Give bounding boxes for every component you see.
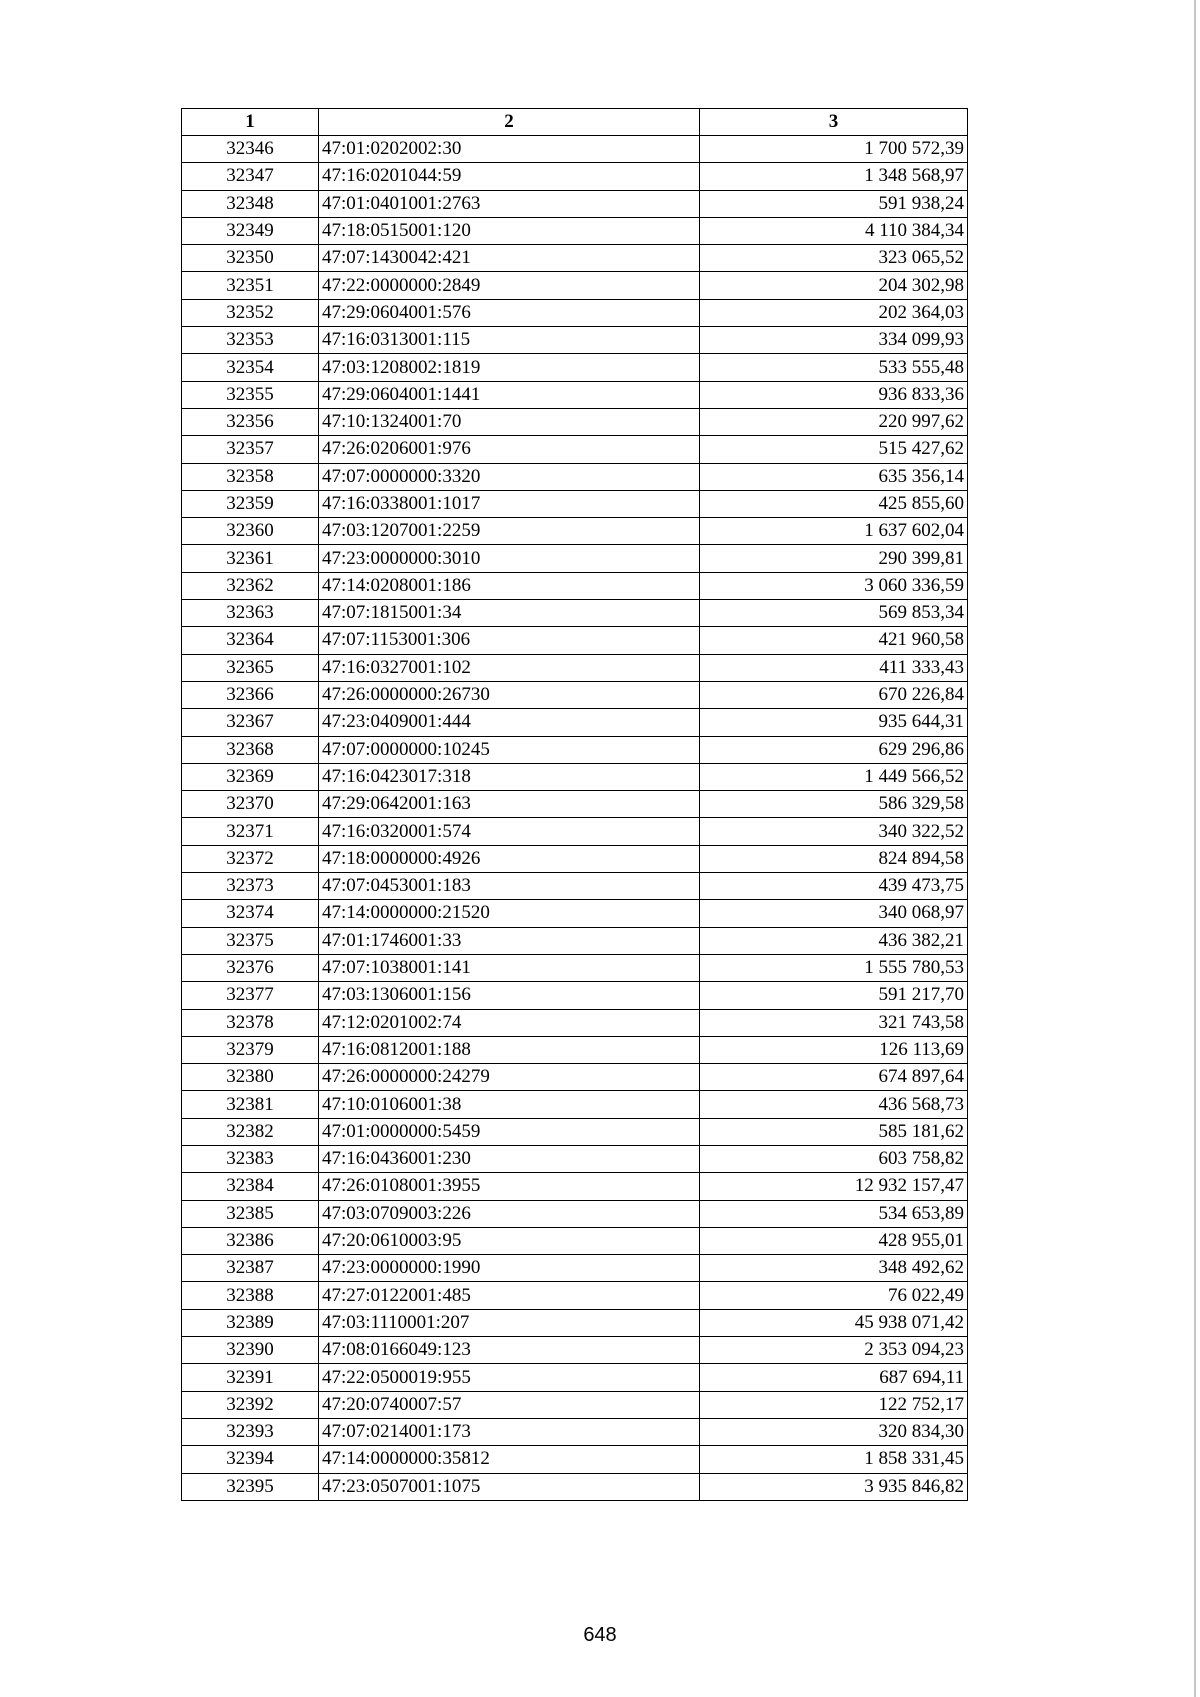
value-cell: 45 938 071,42 [700, 1309, 968, 1336]
table-row [182, 1473, 968, 1500]
cadastral-number-cell: 47:07:1815001:34 [319, 600, 700, 627]
cadastral-number-cell: 47:03:0709003:226 [319, 1200, 700, 1227]
cadastral-number-cell: 47:16:0313001:115 [319, 327, 700, 354]
row-number-cell: 32346 [182, 136, 319, 163]
table-row [182, 818, 968, 845]
table-row [182, 1227, 968, 1254]
value-cell: 12 932 157,47 [700, 1173, 968, 1200]
cadastral-number-cell: 47:03:1207001:2259 [319, 518, 700, 545]
table-row [182, 1446, 968, 1473]
row-number-cell: 32381 [182, 1091, 319, 1118]
value-cell: 126 113,69 [700, 1036, 968, 1063]
row-number-cell: 32390 [182, 1337, 319, 1364]
row-number-cell: 32361 [182, 545, 319, 572]
value-cell: 202 364,03 [700, 299, 968, 326]
cadastral-number-cell: 47:29:0642001:163 [319, 791, 700, 818]
value-cell: 421 960,58 [700, 627, 968, 654]
row-number-cell: 32351 [182, 272, 319, 299]
row-number-cell: 32359 [182, 490, 319, 517]
row-number-cell: 32350 [182, 245, 319, 272]
value-cell: 76 022,49 [700, 1282, 968, 1309]
table-row [182, 1091, 968, 1118]
value-cell: 569 853,34 [700, 600, 968, 627]
row-number-cell: 32393 [182, 1418, 319, 1445]
cadastral-number-cell: 47:16:0201044:59 [319, 163, 700, 190]
row-number-cell: 32382 [182, 1118, 319, 1145]
table-row [182, 163, 968, 190]
row-number-cell: 32375 [182, 927, 319, 954]
row-number-cell: 32371 [182, 818, 319, 845]
row-number-cell: 32358 [182, 463, 319, 490]
value-cell: 321 743,58 [700, 1009, 968, 1036]
value-cell: 629 296,86 [700, 736, 968, 763]
table-row [182, 1173, 968, 1200]
page-number: 648 [583, 1624, 617, 1646]
column-header-2: 2 [319, 109, 700, 136]
row-number-cell: 32355 [182, 381, 319, 408]
table-row [182, 490, 968, 517]
row-number-cell: 32386 [182, 1227, 319, 1254]
value-cell: 1 449 566,52 [700, 763, 968, 790]
row-number-cell: 32363 [182, 600, 319, 627]
table-row [182, 1364, 968, 1391]
cadastral-number-cell: 47:18:0515001:120 [319, 217, 700, 244]
value-cell: 2 353 094,23 [700, 1337, 968, 1364]
table-row [182, 600, 968, 627]
row-number-cell: 32380 [182, 1064, 319, 1091]
row-number-cell: 32356 [182, 408, 319, 435]
value-cell: 674 897,64 [700, 1064, 968, 1091]
row-number-cell: 32372 [182, 845, 319, 872]
table-row [182, 518, 968, 545]
row-number-cell: 32362 [182, 572, 319, 599]
row-number-cell: 32376 [182, 954, 319, 981]
cadastral-number-cell: 47:18:0000000:4926 [319, 845, 700, 872]
row-number-cell: 32368 [182, 736, 319, 763]
table-row [182, 1036, 968, 1063]
table-row [182, 654, 968, 681]
value-cell: 1 348 568,97 [700, 163, 968, 190]
value-cell: 428 955,01 [700, 1227, 968, 1254]
row-number-cell: 32349 [182, 217, 319, 244]
table-row [182, 845, 968, 872]
row-number-cell: 32370 [182, 791, 319, 818]
value-cell: 515 427,62 [700, 436, 968, 463]
cadastral-number-cell: 47:20:0740007:57 [319, 1391, 700, 1418]
table-row [182, 681, 968, 708]
value-cell: 935 644,31 [700, 709, 968, 736]
table-row [182, 217, 968, 244]
table-row [182, 736, 968, 763]
cadastral-number-cell: 47:26:0000000:24279 [319, 1064, 700, 1091]
value-cell: 348 492,62 [700, 1255, 968, 1282]
table-row [182, 1200, 968, 1227]
value-cell: 936 833,36 [700, 381, 968, 408]
cadastral-number-cell: 47:14:0208001:186 [319, 572, 700, 599]
value-cell: 635 356,14 [700, 463, 968, 490]
value-cell: 340 322,52 [700, 818, 968, 845]
cadastral-number-cell: 47:10:1324001:70 [319, 408, 700, 435]
table-row [182, 1145, 968, 1172]
row-number-cell: 32378 [182, 1009, 319, 1036]
cadastral-number-cell: 47:16:0812001:188 [319, 1036, 700, 1063]
row-number-cell: 32364 [182, 627, 319, 654]
table-header-row [182, 109, 968, 136]
table-row [182, 1009, 968, 1036]
row-number-cell: 32352 [182, 299, 319, 326]
cadastral-number-cell: 47:26:0000000:26730 [319, 681, 700, 708]
value-cell: 585 181,62 [700, 1118, 968, 1145]
cadastral-number-cell: 47:16:0423017:318 [319, 763, 700, 790]
cadastral-number-cell: 47:10:0106001:38 [319, 1091, 700, 1118]
row-number-cell: 32383 [182, 1145, 319, 1172]
cadastral-number-cell: 47:07:0000000:3320 [319, 463, 700, 490]
table-row [182, 927, 968, 954]
cadastral-number-cell: 47:16:0338001:1017 [319, 490, 700, 517]
cadastral-number-cell: 47:01:0000000:5459 [319, 1118, 700, 1145]
value-cell: 4 110 384,34 [700, 217, 968, 244]
row-number-cell: 32357 [182, 436, 319, 463]
value-cell: 436 568,73 [700, 1091, 968, 1118]
row-number-cell: 32366 [182, 681, 319, 708]
row-number-cell: 32353 [182, 327, 319, 354]
value-cell: 334 099,93 [700, 327, 968, 354]
table-row [182, 190, 968, 217]
table-row [182, 1064, 968, 1091]
table-row [182, 436, 968, 463]
value-cell: 591 938,24 [700, 190, 968, 217]
cadastral-number-cell: 47:03:1306001:156 [319, 982, 700, 1009]
row-number-cell: 32369 [182, 763, 319, 790]
cadastral-number-cell: 47:07:1153001:306 [319, 627, 700, 654]
cadastral-number-cell: 47:07:1430042:421 [319, 245, 700, 272]
row-number-cell: 32348 [182, 190, 319, 217]
table-row [182, 1118, 968, 1145]
row-number-cell: 32384 [182, 1173, 319, 1200]
value-cell: 204 302,98 [700, 272, 968, 299]
cadastral-number-cell: 47:03:1110001:207 [319, 1309, 700, 1336]
table-row [182, 627, 968, 654]
table-row [182, 873, 968, 900]
row-number-cell: 32374 [182, 900, 319, 927]
row-number-cell: 32395 [182, 1473, 319, 1500]
row-number-cell: 32377 [182, 982, 319, 1009]
table-row [182, 245, 968, 272]
table-row [182, 1309, 968, 1336]
row-number-cell: 32388 [182, 1282, 319, 1309]
table-row [182, 572, 968, 599]
table-row [182, 900, 968, 927]
value-cell: 320 834,30 [700, 1418, 968, 1445]
value-cell: 3 935 846,82 [700, 1473, 968, 1500]
cadastral-number-cell: 47:12:0201002:74 [319, 1009, 700, 1036]
table-body [182, 136, 968, 1501]
column-header-1: 1 [182, 109, 319, 136]
cadastral-number-cell: 47:14:0000000:35812 [319, 1446, 700, 1473]
row-number-cell: 32367 [182, 709, 319, 736]
table-row [182, 327, 968, 354]
value-cell: 425 855,60 [700, 490, 968, 517]
table-row [182, 354, 968, 381]
row-number-cell: 32389 [182, 1309, 319, 1336]
row-number-cell: 32392 [182, 1391, 319, 1418]
cadastral-number-cell: 47:07:0453001:183 [319, 873, 700, 900]
value-cell: 3 060 336,59 [700, 572, 968, 599]
value-cell: 290 399,81 [700, 545, 968, 572]
cadastral-number-cell: 47:23:0507001:1075 [319, 1473, 700, 1500]
row-number-cell: 32347 [182, 163, 319, 190]
table-row [182, 791, 968, 818]
cadastral-number-cell: 47:29:0604001:1441 [319, 381, 700, 408]
cadastral-number-cell: 47:16:0436001:230 [319, 1145, 700, 1172]
value-cell: 340 068,97 [700, 900, 968, 927]
table-row [182, 709, 968, 736]
table-row [182, 1337, 968, 1364]
page-edge-divider [1194, 0, 1196, 1697]
cadastral-number-cell: 47:22:0000000:2849 [319, 272, 700, 299]
cadastral-number-cell: 47:20:0610003:95 [319, 1227, 700, 1254]
value-cell: 323 065,52 [700, 245, 968, 272]
value-cell: 586 329,58 [700, 791, 968, 818]
row-number-cell: 32354 [182, 354, 319, 381]
value-cell: 439 473,75 [700, 873, 968, 900]
row-number-cell: 32373 [182, 873, 319, 900]
value-cell: 1 858 331,45 [700, 1446, 968, 1473]
cadastral-number-cell: 47:29:0604001:576 [319, 299, 700, 326]
table-row [182, 299, 968, 326]
cadastral-number-cell: 47:08:0166049:123 [319, 1337, 700, 1364]
value-cell: 591 217,70 [700, 982, 968, 1009]
table-row [182, 136, 968, 163]
value-cell: 122 752,17 [700, 1391, 968, 1418]
row-number-cell: 32385 [182, 1200, 319, 1227]
value-cell: 534 653,89 [700, 1200, 968, 1227]
table-row [182, 982, 968, 1009]
table-row [182, 1418, 968, 1445]
row-number-cell: 32365 [182, 654, 319, 681]
cadastral-number-cell: 47:27:0122001:485 [319, 1282, 700, 1309]
cadastral-number-cell: 47:01:0202002:30 [319, 136, 700, 163]
value-cell: 436 382,21 [700, 927, 968, 954]
value-cell: 1 700 572,39 [700, 136, 968, 163]
table-row [182, 1282, 968, 1309]
data-table [181, 108, 968, 1501]
cadastral-number-cell: 47:23:0409001:444 [319, 709, 700, 736]
row-number-cell: 32394 [182, 1446, 319, 1473]
table-row [182, 272, 968, 299]
cadastral-number-cell: 47:07:0214001:173 [319, 1418, 700, 1445]
cadastral-number-cell: 47:07:1038001:141 [319, 954, 700, 981]
column-header-3: 3 [700, 109, 968, 136]
cadastral-number-cell: 47:22:0500019:955 [319, 1364, 700, 1391]
value-cell: 220 997,62 [700, 408, 968, 435]
value-cell: 603 758,82 [700, 1145, 968, 1172]
table-row [182, 1255, 968, 1282]
value-cell: 687 694,11 [700, 1364, 968, 1391]
cadastral-number-cell: 47:23:0000000:3010 [319, 545, 700, 572]
cadastral-number-cell: 47:01:0401001:2763 [319, 190, 700, 217]
table-row [182, 763, 968, 790]
cadastral-number-cell: 47:26:0108001:3955 [319, 1173, 700, 1200]
table-row [182, 463, 968, 490]
row-number-cell: 32391 [182, 1364, 319, 1391]
table-row [182, 545, 968, 572]
row-number-cell: 32387 [182, 1255, 319, 1282]
value-cell: 670 226,84 [700, 681, 968, 708]
cadastral-number-cell: 47:01:1746001:33 [319, 927, 700, 954]
cadastral-number-cell: 47:23:0000000:1990 [319, 1255, 700, 1282]
row-number-cell: 32379 [182, 1036, 319, 1063]
table-row [182, 954, 968, 981]
table-row [182, 381, 968, 408]
cadastral-number-cell: 47:16:0320001:574 [319, 818, 700, 845]
cadastral-number-cell: 47:26:0206001:976 [319, 436, 700, 463]
value-cell: 824 894,58 [700, 845, 968, 872]
cadastral-number-cell: 47:14:0000000:21520 [319, 900, 700, 927]
cadastral-number-cell: 47:03:1208002:1819 [319, 354, 700, 381]
table-row [182, 408, 968, 435]
row-number-cell: 32360 [182, 518, 319, 545]
cadastral-number-cell: 47:07:0000000:10245 [319, 736, 700, 763]
value-cell: 533 555,48 [700, 354, 968, 381]
value-cell: 1 555 780,53 [700, 954, 968, 981]
table-row [182, 1391, 968, 1418]
value-cell: 1 637 602,04 [700, 518, 968, 545]
value-cell: 411 333,43 [700, 654, 968, 681]
cadastral-number-cell: 47:16:0327001:102 [319, 654, 700, 681]
